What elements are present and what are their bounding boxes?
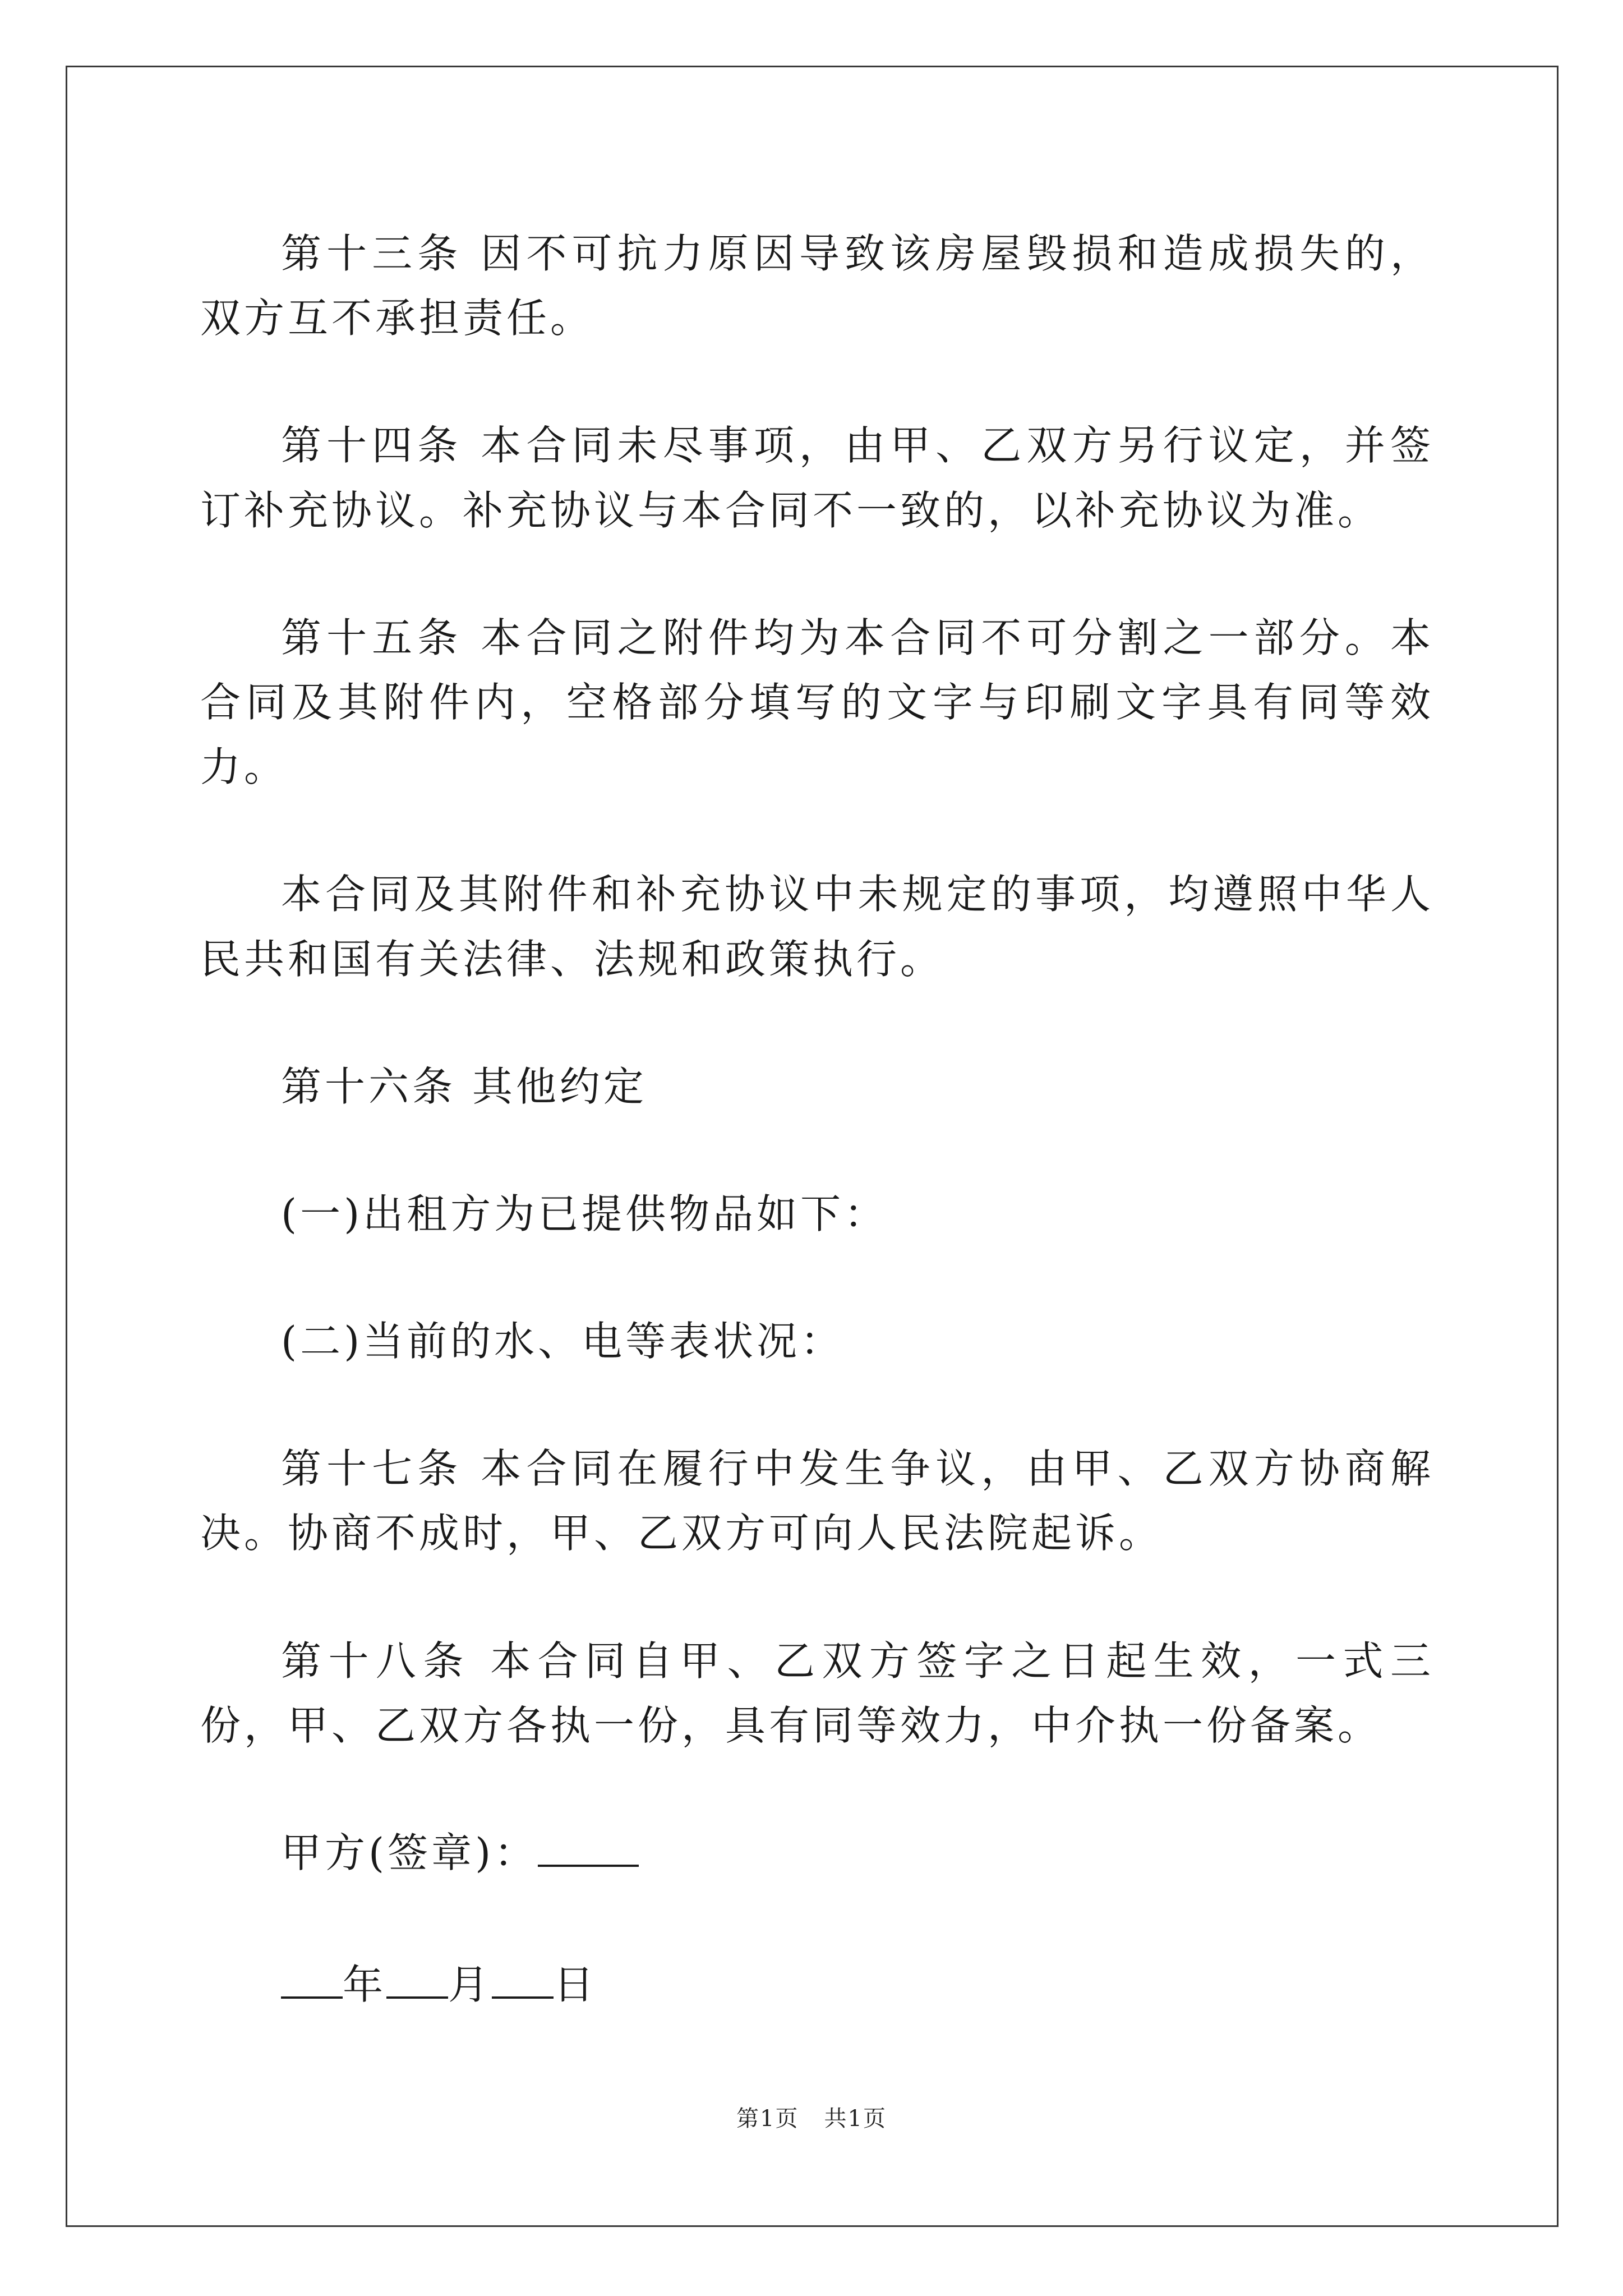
article-18: 第十八条 本合同自甲、乙双方签字之日起生效，一式三份，甲、乙双方各执一份，具有同等效力，中介执一份备案。 [200,1637,1434,1749]
article-14: 第十四条 本合同未尽事项，由甲、乙双方另行议定，并签订补充协议。补充协议与本合同不一致的，以补充协议为准。 [200,422,1434,534]
signature-date [200,1953,1434,2017]
day-label: 日 [554,1961,598,2009]
article-17: 第十七条 本合同在履行中发生争议，由甲、乙双方协商解决。协商不成时，甲、乙双方可向人民法院起诉。 [200,1445,1434,1557]
article-15-supplement: 本合同及其附件和补充协议中未规定的事项，均遵照中华人民共和国有关法律、法规和政策执行。 [200,871,1434,983]
article-15: 第十五条 本合同之附件均为本合同不可分割之一部分。本合同及其附件内，空格部分填写的文字与印刷文字具有同等效力。 [200,614,1434,791]
page-number-current: 第1页 [736,2106,799,2132]
party-a-signature-label: 甲方(签章)： [281,1829,538,1876]
page-footer [0,2101,1623,2133]
year-blank[interactable] [281,1992,343,1999]
day-blank[interactable] [492,1992,554,1999]
article-16-item-2: (二)当前的水、电等表状况： [281,1318,845,1365]
year-label: 年 [343,1961,387,2009]
month-label: 月 [448,1961,492,2009]
document-body [200,222,1434,2080]
page-number-total: 共1页 [824,2106,887,2132]
article-16-heading: 第十六条 其他约定 [281,1062,647,1110]
article-13: 第十三条 因不可抗力原因导致该房屋毁损和造成损失的，双方互不承担责任。 [200,230,1434,342]
article-16-item-1: (一)出租方为已提供物品如下： [281,1190,888,1237]
month-blank[interactable] [386,1992,448,1999]
party-a-signature-blank[interactable] [538,1860,639,1867]
party-a-signature [200,1821,1434,1885]
